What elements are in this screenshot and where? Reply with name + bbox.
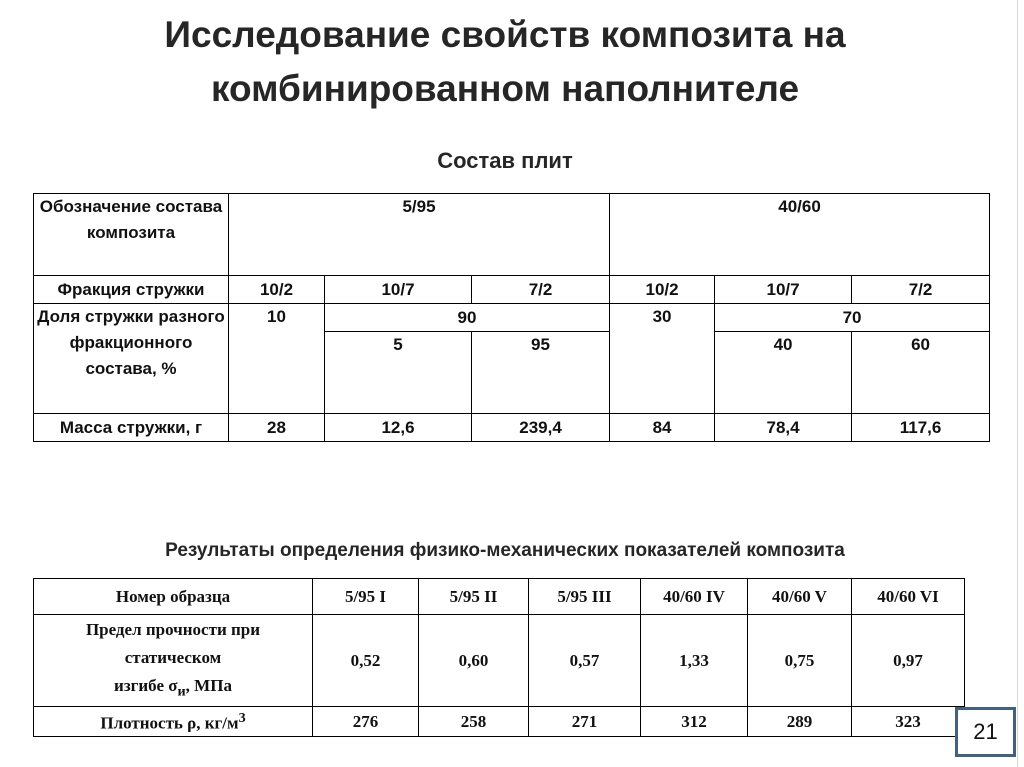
fraction-cell: 10/7: [325, 276, 472, 304]
slide-edge-line: [1017, 0, 1018, 767]
density-value: 276: [313, 707, 419, 737]
slide-title-line-2: комбинированном наполнителе: [210, 68, 800, 109]
composition-heading: Состав плит: [437, 148, 573, 173]
fraction-cell: 10/7: [715, 276, 852, 304]
fraction-cell: 7/2: [852, 276, 990, 304]
fraction-cell: 7/2: [472, 276, 610, 304]
strength-value: 0,97: [852, 615, 965, 707]
mass-cell: 12,6: [325, 414, 472, 442]
fraction-label: Фракция стружки: [34, 276, 229, 304]
share-split-cell: 60: [852, 332, 990, 414]
mass-cell: 78,4: [715, 414, 852, 442]
share-group-1-rest: 90: [325, 304, 610, 332]
results-table: [33, 578, 965, 737]
density-value: 289: [748, 707, 852, 737]
density-value: 258: [419, 707, 529, 737]
sample-header: 5/95 II: [419, 579, 529, 615]
mass-cell: 28: [229, 414, 325, 442]
fraction-cell: 10/2: [229, 276, 325, 304]
density-row: [34, 707, 965, 737]
density-label-text: Плотность ρ, кг/м: [100, 713, 239, 733]
density-value: 323: [852, 707, 965, 737]
slide-title: [0, 8, 1010, 116]
mass-label: Масса стружки, г: [34, 414, 229, 442]
density-value: 312: [641, 707, 748, 737]
mass-cell: 84: [610, 414, 715, 442]
designation-label: Обозначение состава композита: [34, 194, 229, 276]
strength-label-line: Предел прочности при: [85, 619, 261, 639]
slide-title-line-1: Исследование свойств композита на: [164, 14, 846, 55]
strength-label-line: [36, 672, 310, 705]
results-header-row: [34, 579, 965, 615]
strength-label-unit: , МПа: [185, 675, 232, 695]
designation-row: [34, 194, 990, 276]
sample-number-label: Номер образца: [34, 579, 313, 615]
sample-header: 40/60 IV: [641, 579, 748, 615]
strength-value: 1,33: [641, 615, 748, 707]
fraction-row: [34, 276, 990, 304]
strength-label-text: изгибе σ: [114, 675, 178, 695]
sample-header: 5/95 I: [313, 579, 419, 615]
designation-group-1: 5/95: [229, 194, 610, 276]
composition-table: [33, 193, 990, 442]
fraction-cell: 10/2: [610, 276, 715, 304]
sample-header: 40/60 V: [748, 579, 852, 615]
sample-header: 5/95 III: [529, 579, 641, 615]
strength-value: 0,75: [748, 615, 852, 707]
results-heading: Результаты определения физико-механических показателей композита: [165, 540, 845, 561]
mass-cell: 117,6: [852, 414, 990, 442]
share-group-2-rest: 70: [715, 304, 990, 332]
mass-row: [34, 414, 990, 442]
sample-header: 40/60 VI: [852, 579, 965, 615]
strength-value: 0,57: [529, 615, 641, 707]
strength-label-subscript: и: [177, 683, 186, 700]
designation-group-2: 40/60: [610, 194, 990, 276]
strength-value: 0,60: [419, 615, 529, 707]
strength-label-line: статическом: [124, 647, 222, 667]
strength-value: 0,52: [313, 615, 419, 707]
page-number: 21: [973, 719, 998, 744]
share-label: Доля стружки разного фракционного состава, %: [34, 304, 229, 414]
share-split-cell: 40: [715, 332, 852, 414]
density-value: 271: [529, 707, 641, 737]
mass-cell: 239,4: [472, 414, 610, 442]
strength-row: [34, 615, 965, 707]
share-group-1-first: 10: [229, 304, 325, 414]
share-row-top: [34, 304, 990, 332]
density-label: [34, 707, 313, 737]
share-split-cell: 95: [472, 332, 610, 414]
density-label-superscript: 3: [238, 709, 246, 726]
page-number-badge: [955, 707, 1016, 757]
share-group-2-first: 30: [610, 304, 715, 414]
share-split-cell: 5: [325, 332, 472, 414]
strength-label: [34, 615, 313, 707]
